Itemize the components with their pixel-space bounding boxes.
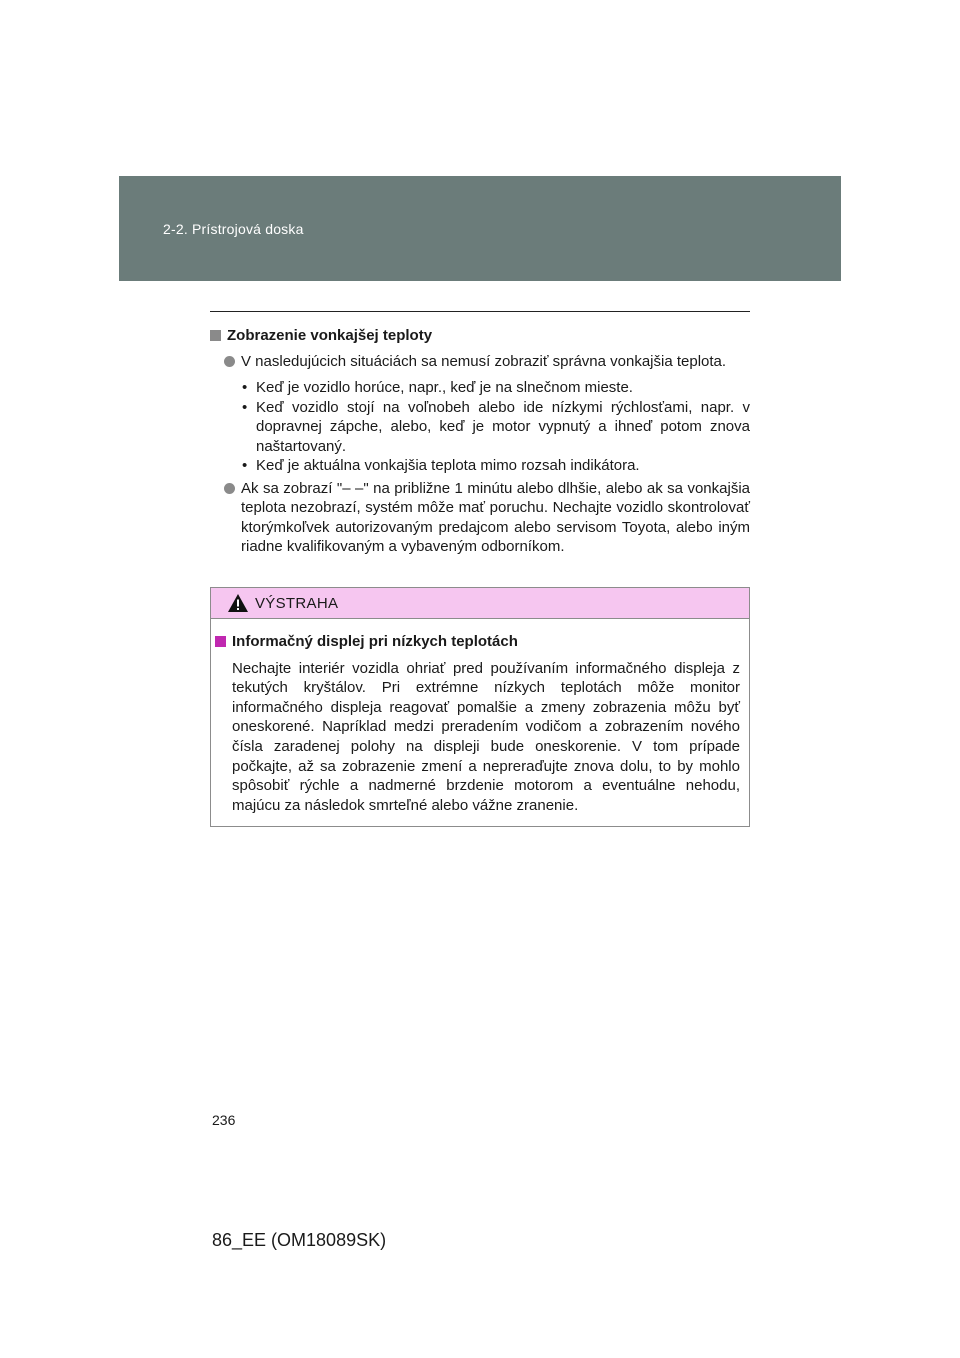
warning-heading-text: Informačný displej pri nízkych teplotách [232,633,518,650]
warning-box [210,587,750,827]
list-item [242,398,750,457]
page-number: 236 [212,1112,236,1128]
warning-body [211,619,749,815]
bullet-text: Ak sa zobrazí "– –" na približne 1 minútu alebo dlhšie, alebo ak sa vonkajšia teplota nezobrazí, systém môže mať poruchu. Nechajte vozidlo skontrolovať ktorýmkoľvek autorizovaným predajcom alebo servisom Toyota, alebo iným riadne kvalifikovaným a vybaveným odborníkom. [241,479,750,555]
warning-triangle-icon [227,593,249,613]
list-item-text: Keď je vozidlo horúce, napr., keď je na slnečnom mieste. [256,379,633,396]
dot-bullet-icon: • [242,379,248,396]
bullet-item [224,352,750,372]
warning-title: VÝSTRAHA [255,594,339,612]
dot-bullet-icon: • [242,398,248,416]
list-item [242,456,750,476]
square-bullet-icon [215,636,226,647]
header-band [119,176,841,281]
list-item-text: Keď vozidlo stojí na voľnobeh alebo ide nízkymi rýchlosťami, napr. v dopravnej zápche, alebo, keď je motor vypnutý a ihneď potom znova naštartovaný. [256,398,750,455]
sub-list [242,378,750,476]
section-heading-text: Zobrazenie vonkajšej teploty [227,327,433,344]
section-heading [210,326,750,346]
circle-bullet-icon [224,356,235,367]
list-item [242,378,750,398]
document-code: 86_EE (OM18089SK) [212,1230,387,1250]
bullet-text: V nasledujúcich situáciách sa nemusí zobraziť správna vonkajšia teplota. [241,352,727,370]
warning-text: Nechajte interiér vozidla ohriať pred používaním informačného displeja z tekutých kryštálov. Pri extrémne nízkych teplotách môže monitor informačného displeja reagovať pomalšie a zmeny zobrazenia môžu byť oneskorené. Napríklad medzi preradením vodičom a zobrazením nového čísla zaradenej polohy na displeji bude oneskorenie. V tom prípade počkajte, až sa zobrazenie zmení a nepreraďujte znova dolu, to by mohlo spôsobiť rýchle a nadmerné brzdenie motorom a eventuálne nehodu, majúcu za následok smrteľné alebo vážne zranenie. [232,659,740,814]
section-content [210,326,750,557]
divider [210,311,750,312]
circle-bullet-icon [224,483,235,494]
warning-heading [215,632,740,652]
section-title: 2-2. Prístrojová doska [163,221,304,237]
list-item-text: Keď je aktuálna vonkajšia teplota mimo rozsah indikátora. [256,457,640,474]
bullet-item [224,479,750,557]
dot-bullet-icon: • [242,457,248,474]
warning-header [211,588,749,619]
square-bullet-icon [210,330,221,341]
